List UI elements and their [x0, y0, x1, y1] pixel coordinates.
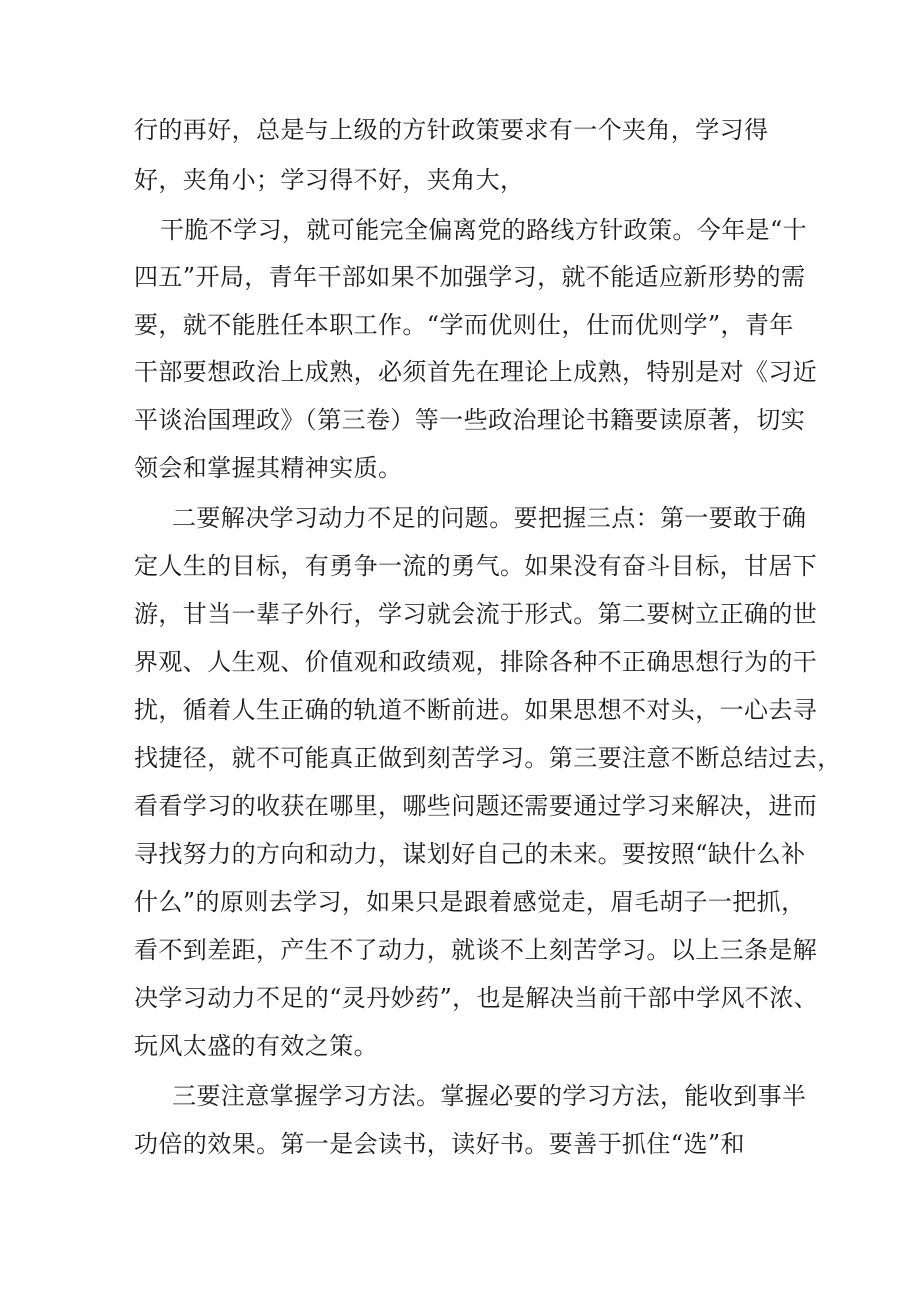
- text-line: 寻找努力的方向和动力，谋划好自己的未来。要按照“缺什么补: [134, 840, 806, 868]
- text-line: 功倍的效果。第一是会读书，读好书。要善于抓住“选”和: [134, 1130, 745, 1158]
- text-line: 什么”的原则去学习，如果只是跟着感觉走，眉毛胡子一把抓，: [134, 888, 806, 916]
- text-line: 游，甘当一辈子外行，学习就会流于形式。第二要树立正确的世: [134, 600, 818, 628]
- text-line: 找捷径，就不可能真正做到刻苦学习。第三要注意不断总结过去，: [134, 744, 842, 772]
- text-line: 界观、人生观、价值观和政绩观，排除各种不正确思想行为的干: [134, 648, 818, 676]
- text-line: 决学习动力不足的“灵丹妙药”，也是解决当前干部中学风不浓、: [134, 984, 819, 1012]
- paragraph-start-line: 二要解决学习动力不足的问题。要把握三点：第一要敢于确: [172, 504, 807, 532]
- text-line: 行的再好，总是与上级的方针政策要求有一个夹角，学习得: [134, 116, 769, 144]
- text-line: 好，夹角小；学习得不好，夹角大，: [134, 166, 525, 194]
- text-line: 四五”开局，青年干部如果不加强学习，就不能适应新形势的需: [134, 263, 806, 291]
- text-line: 定人生的目标，有勇争一流的勇气。如果没有奋斗目标，甘居下: [134, 552, 818, 580]
- paragraph-start-line: 干脆不学习，就可能完全偏离党的路线方针政策。今年是“十: [160, 216, 808, 244]
- text-line: 看看学习的收获在哪里，哪些问题还需要通过学习来解决，进而: [134, 792, 818, 820]
- text-line: 看不到差距，产生不了动力，就谈不上刻苦学习。以上三条是解: [134, 936, 818, 964]
- text-line: 干部要想政治上成熟，必须首先在理论上成熟，特别是对《习近: [134, 358, 818, 386]
- text-line: 扰，循着人生正确的轨道不断前进。如果思想不对头，一心去寻: [134, 696, 818, 724]
- text-line: 平谈治国理政》（第三卷）等一些政治理论书籍要读原著，切实: [134, 406, 806, 434]
- paragraph-start-line: 三要注意掌握学习方法。掌握必要的学习方法，能收到事半: [172, 1082, 807, 1110]
- text-line: 领会和掌握其精神实质。: [134, 454, 403, 482]
- text-line: 要，就不能胜任本职工作。“学而优则仕，仕而优则学”，青年: [134, 311, 794, 339]
- text-line: 玩风太盛的有效之策。: [134, 1032, 378, 1060]
